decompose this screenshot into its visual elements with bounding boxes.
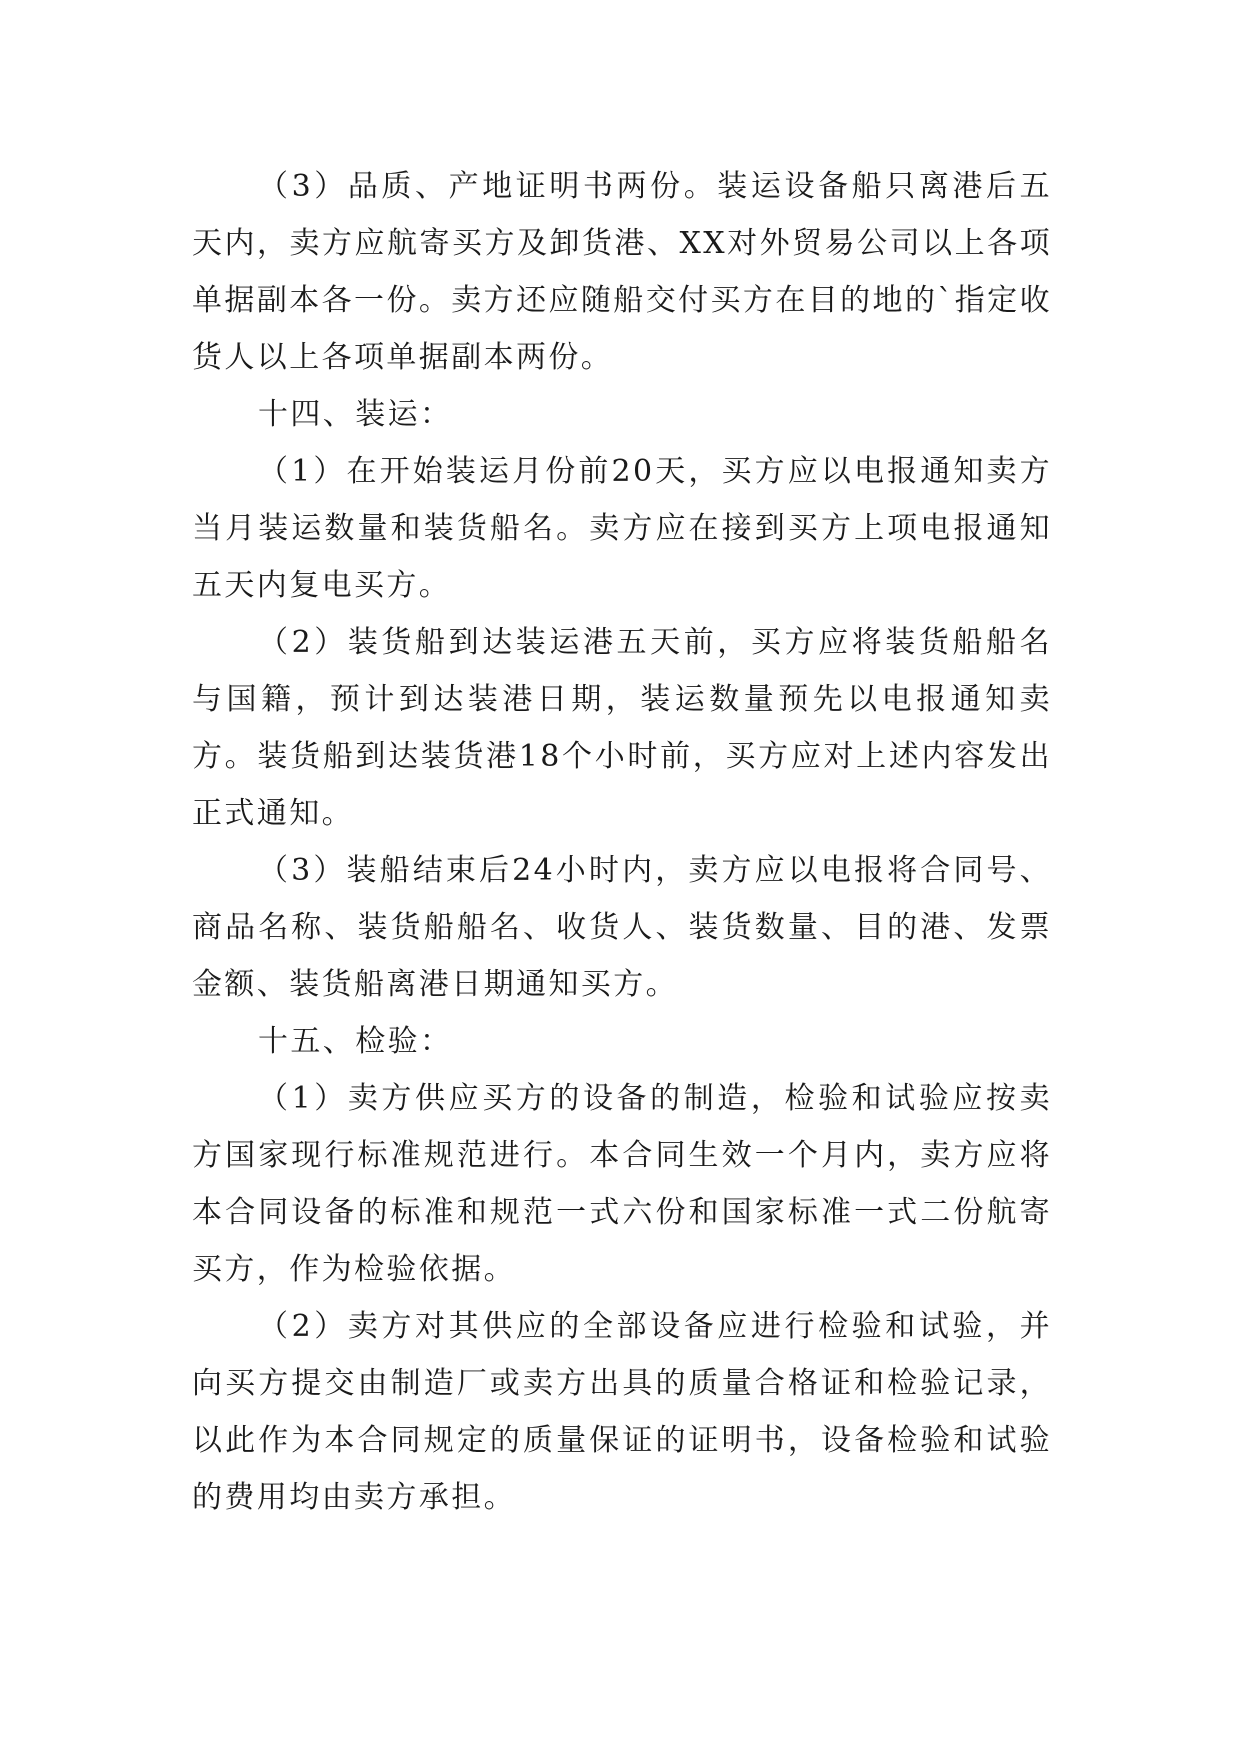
paragraph-inspection-2: （2）卖方对其供应的全部设备应进行检验和试验，并向买方提交由制造厂或卖方出具的质量合格证和检验记录，以此作为本合同规定的质量保证的证明书，设备检验和试验的费用均由卖方承担。 xyxy=(192,1309,1052,1515)
paragraph-shipment-2: （2）装货船到达装运港五天前，买方应将装货船船名与国籍，预计到达装港日期，装运数量预先以电报通知卖方。装货船到达装货港18个小时前，买方应对上述内容发出正式通知。 xyxy=(192,625,1052,831)
paragraph-inspection-1: （1）卖方供应买方的设备的制造，检验和试验应按卖方国家现行标准规范进行。本合同生效一个月内，卖方应将本合同设备的标准和规范一式六份和国家标准一式二份航寄买方，作为检验依据。 xyxy=(192,1081,1052,1287)
paragraph-shipment-3: （3）装船结束后24小时内，卖方应以电报将合同号、商品名称、装货船船名、收货人、装货数量、目的港、发票金额、装货船离港日期通知买方。 xyxy=(192,853,1052,1002)
paragraph-certificates: （3）品质、产地证明书两份。装运设备船只离港后五天内，卖方应航寄买方及卸货港、XX对外贸易公司以上各项单据副本各一份。卖方还应随船交付买方在目的地的`指定收货人以上各项单据副本两份。 xyxy=(192,169,1052,375)
document-body xyxy=(192,158,1052,1526)
section-heading-inspection: 十五、检验： xyxy=(258,1024,453,1059)
paragraph-shipment-1: （1）在开始装运月份前20天，买方应以电报通知卖方当月装运数量和装货船名。卖方应在接到买方上项电报通知五天内复电买方。 xyxy=(192,454,1052,603)
section-heading-shipment: 十四、装运： xyxy=(258,397,453,432)
